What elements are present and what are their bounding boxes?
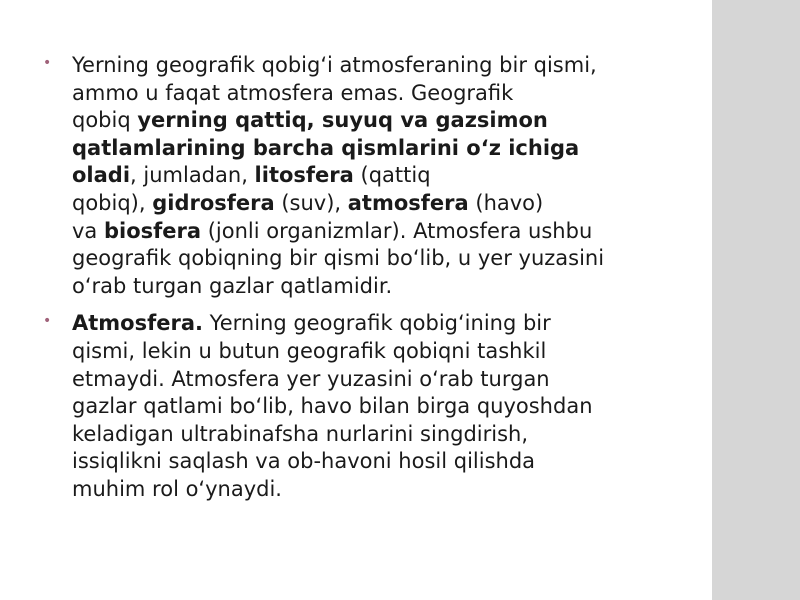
- text-span: ammo u faqat atmosfera emas. Geografik: [72, 80, 514, 105]
- text-span: , jumladan,: [130, 163, 255, 188]
- text-span: etmaydi. Atmosfera yer yuzasini o‘rab turgan: [72, 366, 550, 391]
- text-line: [72, 190, 683, 218]
- text-span: (qattiq: [353, 163, 431, 188]
- text-line: [72, 135, 683, 163]
- bullet-paragraph-geografik-qobiq: [43, 52, 683, 300]
- text-line: [72, 310, 683, 338]
- text-line: [72, 448, 683, 476]
- text-span: qismi, lekin u butun geografik qobiqni tashkil: [72, 338, 547, 363]
- text-span: qobiq: [72, 108, 138, 133]
- bold-text: atmosfera: [347, 190, 469, 215]
- text-line: [72, 393, 683, 421]
- bullet-paragraph-atmosfera: [43, 310, 683, 503]
- text-span: Yerning geografik qobig‘ining bir: [202, 311, 551, 336]
- slide-content: [43, 52, 683, 514]
- bold-text: Atmosfera.: [72, 311, 203, 336]
- text-line: [72, 476, 683, 504]
- text-span: o‘rab turgan gazlar qatlamidir.: [72, 273, 393, 298]
- bold-text: oladi: [72, 163, 131, 188]
- text-span: issiqlikni saqlash va ob-havoni hosil qilishda: [72, 449, 536, 474]
- text-span: (suv),: [274, 190, 348, 215]
- text-line: [72, 366, 683, 394]
- text-line: [72, 80, 683, 108]
- text-span: (havo): [468, 190, 544, 215]
- text-line: [72, 218, 683, 246]
- text-line: [72, 162, 683, 190]
- text-span: (jonli organizmlar). Atmosfera ushbu: [201, 218, 593, 243]
- side-panel: [712, 0, 800, 600]
- text-line: [72, 421, 683, 449]
- text-line: [72, 273, 683, 301]
- text-span: keladigan ultrabinafsha nurlarini singdirish,: [72, 421, 529, 446]
- bullet-marker-icon: •: [43, 313, 52, 330]
- bold-text: gidrosfera: [152, 190, 275, 215]
- text-span: muhim rol o‘ynaydi.: [72, 476, 282, 501]
- text-line: [72, 107, 683, 135]
- bold-text: qatlamlarining barcha qismlarini o‘z ichiga: [72, 135, 580, 160]
- text-span: gazlar qatlami bo‘lib, havo bilan birga quyoshdan: [72, 394, 593, 419]
- bold-text: litosfera: [254, 163, 354, 188]
- text-line: [72, 338, 683, 366]
- bold-text: biosfera: [103, 218, 202, 243]
- bold-text: yerning qattiq, suyuq va gazsimon: [137, 108, 548, 133]
- text-span: geografik qobiqning bir qismi bo‘lib, u yer yuzasini: [72, 246, 605, 271]
- bullet-marker-icon: •: [43, 55, 52, 71]
- text-line: [72, 245, 683, 273]
- text-span: va: [72, 218, 104, 243]
- text-line: [72, 52, 683, 80]
- text-span: qobiq),: [72, 190, 153, 215]
- text-span: Yerning geografik qobig‘i atmosferaning bir qismi,: [72, 53, 597, 77]
